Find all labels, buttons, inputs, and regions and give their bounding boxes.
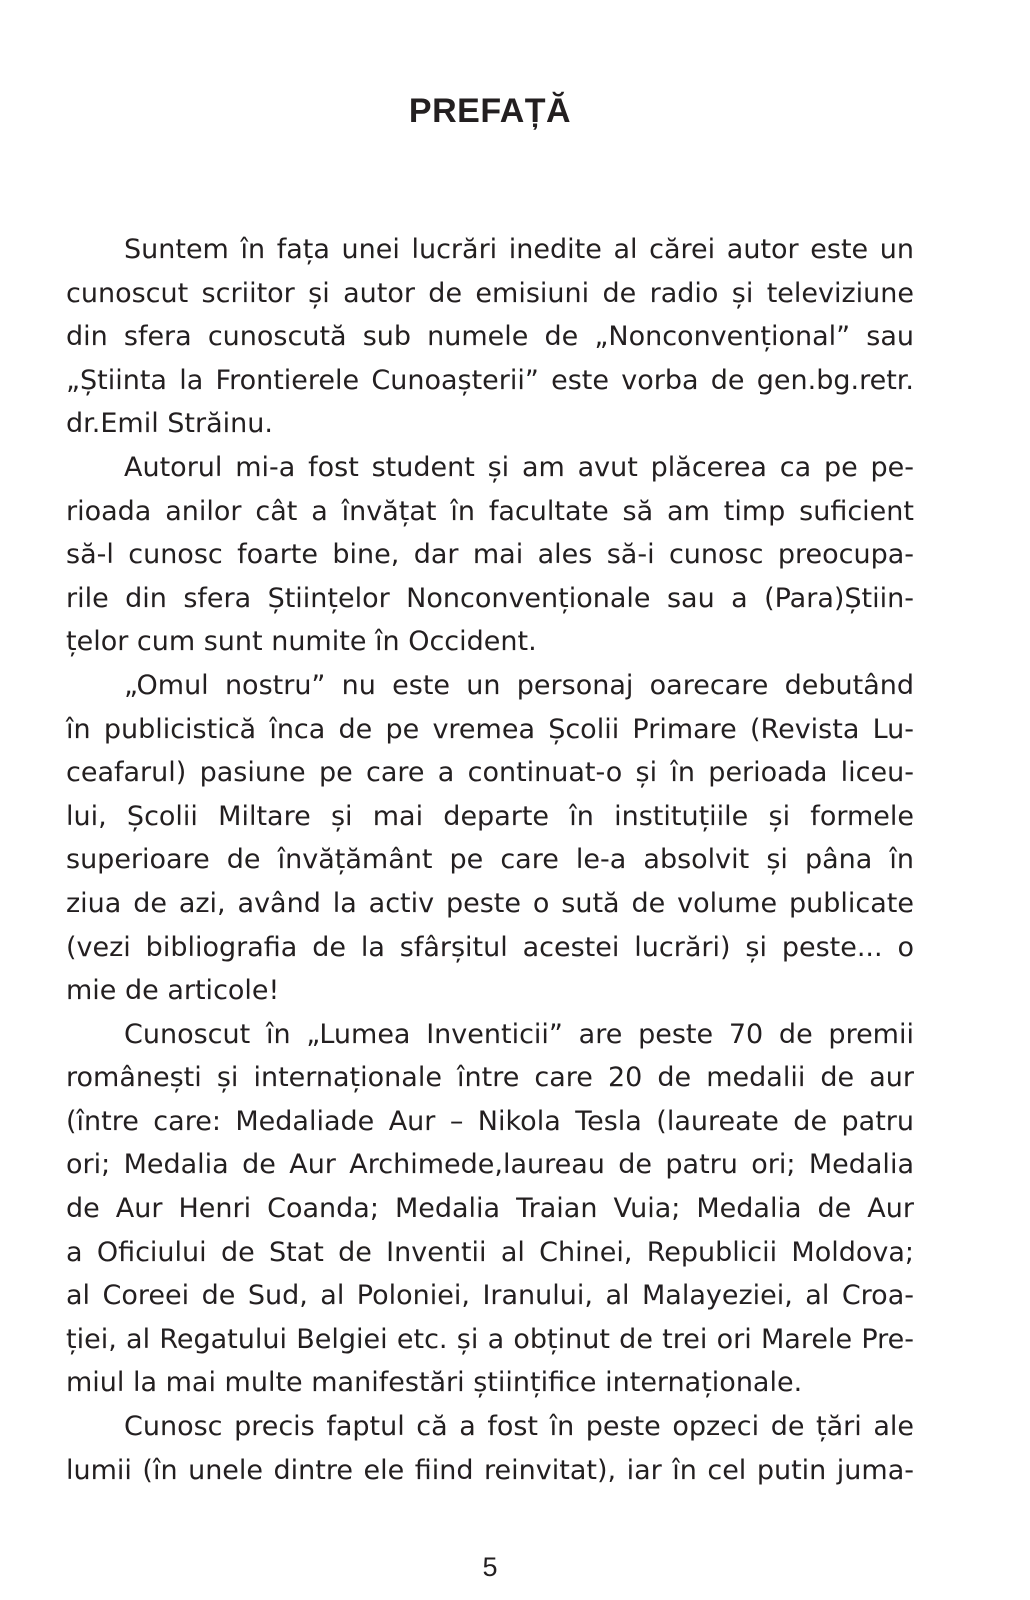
- text-line: țelor cum sunt numite în Occident.: [66, 626, 537, 658]
- text-line: lumii (în unele dintre ele fiind reinvitat), iar în cel putin juma-: [66, 1454, 914, 1486]
- text-line: „Omul nostru” nu este un personaj oarecare debutând: [124, 669, 914, 701]
- text-line: lui, Școlii Miltare și mai departe în instituțiile și formele: [66, 800, 914, 832]
- text-line: ori; Medalia de Aur Archimede,laureau de patru ori; Medalia: [66, 1149, 914, 1181]
- page-number: 5: [482, 1552, 498, 1582]
- text-line: a Oficiului de Stat de Inventii al Chinei, Republicii Moldova;: [66, 1236, 914, 1268]
- text-line: Cunoscut în „Lumea Inventicii” are peste 70 de premii: [124, 1018, 914, 1050]
- text-line: miul la mai multe manifestări științifice internaționale.: [66, 1367, 803, 1399]
- text-line: cunoscut scriitor și autor de emisiuni de radio și televiziune: [66, 277, 914, 309]
- text-line: să-l cunosc foarte bine, dar mai ales să-i cunosc preocupa-: [66, 539, 914, 571]
- text-line: Autorul mi-a fost student și am avut plăcerea ca pe pe-: [124, 451, 914, 483]
- text-line: rile din sfera Științelor Nonconvenționale sau a (Para)Știin-: [66, 582, 914, 614]
- text-line: dr.Emil Străinu.: [66, 408, 273, 440]
- text-line: rioada anilor cât a învățat în facultate să am timp suficient: [66, 495, 914, 527]
- text-line: (vezi bibliografia de la sfârșitul acestei lucrări) și peste... o: [66, 931, 914, 963]
- text-line: superioare de învățământ pe care le-a absolvit și pâna în: [66, 844, 914, 876]
- text-line: (între care: Medaliade Aur – Nikola Tesla (laureate de patru: [66, 1105, 914, 1137]
- text-line: ției, al Regatului Belgiei etc. și a obținut de trei ori Marele Pre-: [66, 1323, 914, 1355]
- text-line: „Știinta la Frontierele Cunoașterii” este vorba de gen.bg.retr.: [66, 364, 914, 396]
- text-line: al Coreei de Sud, al Poloniei, Iranului, al Malayeziei, al Croa-: [66, 1280, 914, 1312]
- body-text: [66, 228, 914, 1492]
- page-title: PREFAȚĂ: [408, 92, 572, 130]
- text-line: de Aur Henri Coanda; Medalia Traian Vuia; Medalia de Aur: [66, 1193, 914, 1225]
- text-line: din sfera cunoscută sub numele de „Nonconvențional” sau: [66, 321, 914, 353]
- text-line: românești și internaționale între care 20 de medalii de aur: [66, 1062, 914, 1094]
- text-line: Cunosc precis faptul că a fost în peste opzeci de țări ale: [124, 1411, 914, 1443]
- text-line: ziua de azi, având la activ peste o sută de volume publicate: [66, 887, 914, 919]
- text-line: în publicistică înca de pe vremea Școlii Primare (Revista Lu-: [66, 713, 914, 745]
- text-line: ceafarul) pasiune pe care a continuat-o și în perioada liceu-: [66, 757, 914, 789]
- text-line: Suntem în fața unei lucrări inedite al cărei autor este un: [124, 234, 914, 265]
- text-line: mie de articole!: [66, 975, 280, 1007]
